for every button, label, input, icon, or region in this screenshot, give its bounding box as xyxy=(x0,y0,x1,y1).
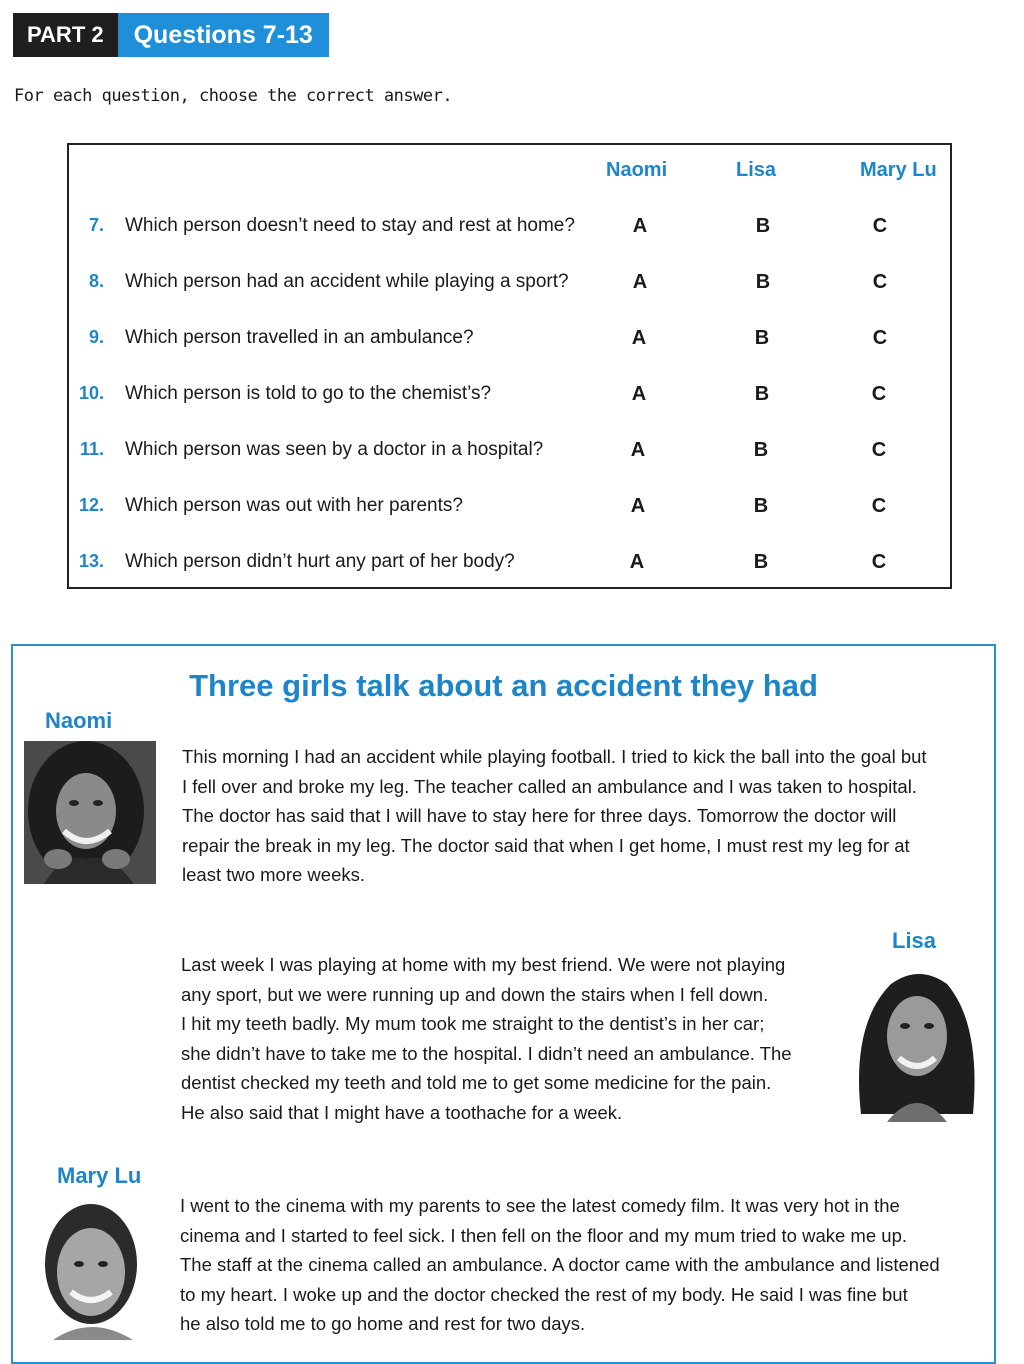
question-number: 9. xyxy=(88,327,104,347)
column-header-marylu: Mary Lu xyxy=(860,159,937,181)
questions-table xyxy=(67,143,952,589)
marylu-line: to my heart. I woke up and the doctor checked the rest of my body. He said I was fine but xyxy=(180,1283,908,1305)
reading-passage xyxy=(11,644,996,1364)
lisa-name-label: Lisa xyxy=(892,928,937,953)
question-text: Which person is told to go to the chemist’s? xyxy=(125,383,492,404)
lisa-line: dentist checked my teeth and told me to get some medicine for the pain. xyxy=(181,1072,772,1093)
option-a[interactable]: A xyxy=(630,495,646,517)
instruction-text: For each question, choose the correct answer. xyxy=(14,86,453,106)
option-c[interactable]: C xyxy=(871,383,887,405)
lisa-line: any sport, but we were running up and down the stairs when I fell down. xyxy=(181,983,769,1005)
option-a[interactable]: A xyxy=(630,439,646,461)
lisa-line: Last week I was playing at home with my best friend. We were not playing xyxy=(181,954,786,975)
lisa-line: He also said that I might have a toothache for a week. xyxy=(181,1101,623,1123)
option-b[interactable]: B xyxy=(753,551,769,573)
option-a[interactable]: A xyxy=(632,215,648,237)
marylu-text xyxy=(180,1191,940,1339)
option-b[interactable]: B xyxy=(755,215,771,237)
question-number: 13. xyxy=(78,551,104,571)
naomi-line: This morning I had an accident while playing football. I tried to kick the ball into the goal but xyxy=(182,746,927,767)
question-number: 7. xyxy=(88,215,104,235)
passage-title: Three girls talk about an accident they had xyxy=(189,668,818,703)
question-number: 11. xyxy=(79,439,104,459)
option-b[interactable]: B xyxy=(755,271,771,293)
naomi-text xyxy=(182,742,927,890)
option-c[interactable]: C xyxy=(871,495,887,517)
option-b[interactable]: B xyxy=(753,439,769,461)
option-a[interactable]: A xyxy=(631,383,647,405)
question-text: Which person was seen by a doctor in a hospital? xyxy=(125,439,544,460)
part-label: PART 2 xyxy=(13,13,118,57)
marylu-photo xyxy=(43,1204,167,1340)
option-b[interactable]: B xyxy=(754,383,770,405)
question-text: Which person travelled in an ambulance? xyxy=(125,327,474,348)
naomi-line: The doctor has said that I will have to stay here for three days. Tomorrow the doctor will xyxy=(182,805,897,826)
question-number: 10. xyxy=(78,383,104,403)
option-c[interactable]: C xyxy=(872,327,888,349)
lisa-line: she didn’t have to take me to the hospital. I didn’t need an ambulance. The xyxy=(181,1042,792,1064)
lisa-photo xyxy=(851,964,981,1122)
question-number: 8. xyxy=(88,271,104,291)
marylu-line: cinema and I started to feel sick. I then fell on the floor and my mum tried to wake me up. xyxy=(180,1224,907,1246)
part-header xyxy=(13,13,329,57)
lisa-text xyxy=(181,950,792,1127)
questions-label: Questions 7-13 xyxy=(118,13,329,57)
column-header-naomi: Naomi xyxy=(606,159,668,181)
marylu-line: he also told me to go home and rest for two days. xyxy=(180,1313,586,1334)
marylu-line: The staff at the cinema called an ambulance. A doctor came with the ambulance and listened xyxy=(180,1254,940,1275)
question-row xyxy=(69,327,950,357)
naomi-name-label: Naomi xyxy=(45,708,113,733)
option-c[interactable]: C xyxy=(871,551,887,573)
option-b[interactable]: B xyxy=(754,327,770,349)
option-a[interactable]: A xyxy=(632,271,648,293)
question-text: Which person was out with her parents? xyxy=(125,495,463,516)
question-text: Which person had an accident while playing a sport? xyxy=(125,271,569,292)
naomi-line: I fell over and broke my leg. The teacher called an ambulance and I was taken to hospital. xyxy=(182,775,917,797)
option-b[interactable]: B xyxy=(753,495,769,517)
question-row xyxy=(69,383,950,413)
option-c[interactable]: C xyxy=(872,215,888,237)
question-row xyxy=(69,439,950,469)
column-header-lisa: Lisa xyxy=(736,159,777,181)
question-text: Which person didn’t hurt any part of her body? xyxy=(125,551,515,572)
question-text: Which person doesn’t need to stay and rest at home? xyxy=(125,215,575,236)
marylu-name-label: Mary Lu xyxy=(57,1163,142,1188)
marylu-line: I went to the cinema with my parents to see the latest comedy film. It was very hot in the xyxy=(180,1195,900,1216)
lisa-line: I hit my teeth badly. My mum took me straight to the dentist’s in her car; xyxy=(181,1013,765,1034)
option-c[interactable]: C xyxy=(871,439,887,461)
option-a[interactable]: A xyxy=(631,327,647,349)
naomi-photo xyxy=(24,741,156,884)
question-row xyxy=(69,495,950,525)
option-c[interactable]: C xyxy=(872,271,888,293)
question-row xyxy=(69,271,950,301)
option-a[interactable]: A xyxy=(629,551,645,573)
naomi-line: repair the break in my leg. The doctor said that when I get home, I must rest my leg for at xyxy=(182,834,910,856)
naomi-line: least two more weeks. xyxy=(182,864,366,885)
question-row xyxy=(69,215,950,245)
question-number: 12. xyxy=(78,495,104,515)
question-row xyxy=(69,551,950,581)
